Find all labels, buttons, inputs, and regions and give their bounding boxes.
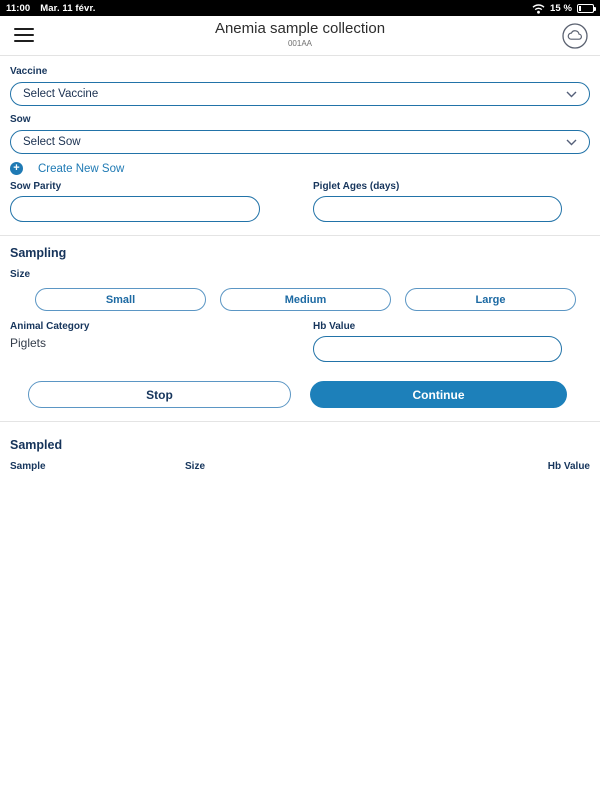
continue-button[interactable]: Continue — [310, 381, 567, 408]
column-header-sample: Sample — [10, 461, 46, 472]
sampling-heading: Sampling — [10, 246, 67, 260]
size-label: Size — [10, 269, 31, 280]
create-new-sow-button[interactable] — [10, 162, 590, 175]
sow-label: Sow — [10, 114, 31, 125]
create-new-sow-label: Create New Sow — [38, 162, 125, 175]
sampled-heading: Sampled — [10, 438, 63, 452]
size-options — [35, 288, 590, 311]
hb-value-label: Hb Value — [313, 321, 356, 332]
divider — [0, 421, 600, 422]
vaccine-selected-value: Select Vaccine — [23, 88, 99, 100]
column-header-hb-value: Hb Value — [547, 461, 590, 472]
size-option-medium[interactable]: Medium — [220, 288, 391, 311]
stop-button[interactable]: Stop — [28, 381, 291, 408]
status-bar — [0, 0, 600, 16]
battery-icon — [577, 4, 594, 13]
animal-category-label: Animal Category — [10, 321, 90, 332]
plus-circle-icon: + — [10, 162, 23, 175]
column-header-size: Size — [185, 461, 206, 472]
chevron-down-icon — [566, 91, 577, 98]
animal-category-value: Piglets — [10, 336, 47, 350]
vaccine-label: Vaccine — [10, 66, 48, 77]
divider — [0, 235, 600, 236]
sow-selected-value: Select Sow — [23, 136, 81, 148]
hb-value-input[interactable] — [313, 336, 562, 362]
app-header — [0, 16, 600, 56]
piglet-ages-input[interactable] — [313, 196, 562, 222]
chevron-down-icon — [566, 139, 577, 146]
sow-parity-label: Sow Parity — [10, 181, 62, 192]
vaccine-select[interactable] — [10, 82, 590, 106]
page-title: Anemia sample collection — [214, 20, 386, 37]
sow-select[interactable] — [10, 130, 590, 154]
sow-parity-input[interactable] — [10, 196, 260, 222]
piglet-ages-label: Piglet Ages (days) — [313, 181, 400, 192]
wifi-icon — [532, 3, 545, 14]
status-time: 11:00 — [6, 2, 31, 14]
battery-percent: 15 % — [549, 2, 572, 14]
size-option-large[interactable]: Large — [405, 288, 576, 311]
size-option-small[interactable]: Small — [35, 288, 206, 311]
form-id: 001AA — [287, 39, 313, 48]
sampled-table-header — [10, 461, 590, 472]
form-area — [0, 66, 600, 472]
cloud-sync-icon[interactable] — [562, 23, 588, 49]
status-date: Mar. 11 févr. — [40, 2, 96, 14]
